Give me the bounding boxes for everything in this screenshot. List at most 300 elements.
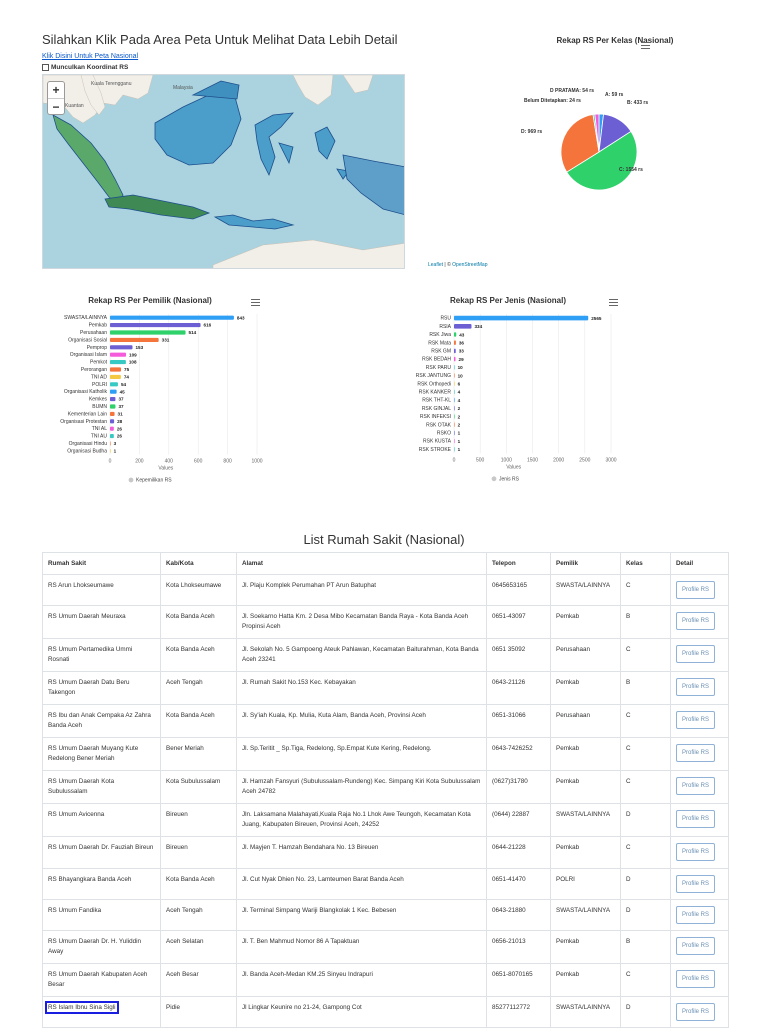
cell-kelas-text: C <box>626 646 631 653</box>
cell-pemilik <box>551 997 621 1028</box>
cell-kelas-text: C <box>626 778 631 785</box>
cell-pemilik-text: SWASTA/LAINNYA <box>556 907 611 914</box>
category-label: TNI AD <box>90 374 107 381</box>
profile-rs-button[interactable]: Profile RS <box>676 581 715 599</box>
bar[interactable] <box>110 441 111 445</box>
cell-kelas <box>621 869 671 900</box>
cell-kab-kota-text: Aceh Tengah <box>166 679 203 686</box>
cell-alamat-text: Jl Lingkar Keunire no 21-24, Gampong Cot <box>242 1004 362 1011</box>
table-row <box>43 900 729 931</box>
cell-pemilik-text: Pemkab <box>556 938 580 945</box>
national-map-link[interactable]: Klik Disini Untuk Peta Nasional <box>42 53 139 60</box>
data-label: 109 <box>129 352 137 358</box>
cell-telepon <box>487 964 551 997</box>
data-label: 74 <box>123 374 130 380</box>
data-label: 334 <box>474 324 483 330</box>
bar[interactable] <box>454 373 455 378</box>
profile-rs-button[interactable]: Profile RS <box>676 777 715 795</box>
category-label: POLRI <box>91 381 107 388</box>
map-attribution <box>428 262 487 268</box>
cell-rumah-sakit <box>43 997 161 1028</box>
cell-kab-kota <box>161 900 237 931</box>
cell-kelas-text: B <box>626 613 631 620</box>
cell-telepon <box>487 738 551 771</box>
cell-telepon <box>487 837 551 869</box>
legend-marker[interactable] <box>492 476 497 481</box>
bar[interactable] <box>454 381 455 386</box>
data-label: 2 <box>457 414 461 420</box>
category-label: Pemkot <box>90 359 107 366</box>
cell-alamat <box>237 575 487 606</box>
cell-pemilik-text: Pemkab <box>556 745 580 752</box>
cell-kelas <box>621 705 671 738</box>
cell-detail <box>671 639 729 672</box>
cell-kelas <box>621 997 671 1028</box>
profile-rs-button[interactable]: Profile RS <box>676 875 715 893</box>
cell-telepon-text: 0643-7426252 <box>492 745 533 752</box>
cell-pemilik-text: Pemkab <box>556 679 580 686</box>
data-label: 108 <box>128 359 137 365</box>
cell-kab-kota-text: Bireuen <box>166 811 188 818</box>
cell-kelas <box>621 639 671 672</box>
openstreetmap-link[interactable]: OpenStreetMap <box>452 262 488 268</box>
cell-rumah-sakit-text: RS Umum Fandika <box>48 907 102 914</box>
bar[interactable] <box>110 427 114 431</box>
header-detail: Detail <box>671 553 729 575</box>
cell-pemilik <box>551 804 621 837</box>
x-tick-label: 600 <box>194 458 203 465</box>
cell-kab-kota <box>161 869 237 900</box>
table-row <box>43 639 729 672</box>
cell-kab-kota-text: Aceh Selatan <box>166 938 204 945</box>
cell-kab-kota <box>161 639 237 672</box>
table-row <box>43 771 729 804</box>
cell-alamat-text: Jl. Sekolah No. 5 Gampoeng Ateuk Pahlawan, Kecamatan Baiturahman, Kota Banda Aceh 23241 <box>242 646 479 663</box>
header-telepon: Telepon <box>487 553 551 575</box>
x-axis-label: Values <box>158 465 174 472</box>
bar[interactable] <box>110 316 234 320</box>
category-label: Organisasi Protestan <box>60 418 107 425</box>
cell-kab-kota <box>161 606 237 639</box>
cell-alamat <box>237 738 487 771</box>
data-label: 54 <box>120 381 127 387</box>
zoom-out-button[interactable]: − <box>48 98 64 114</box>
table-row <box>43 738 729 771</box>
bar[interactable] <box>110 397 115 401</box>
cell-kab-kota <box>161 738 237 771</box>
cell-kelas-text: C <box>626 745 631 752</box>
cell-kelas-text: D <box>626 811 631 818</box>
x-tick-label: 1000 <box>500 457 512 464</box>
cell-kelas <box>621 900 671 931</box>
data-label: 1 <box>113 448 117 454</box>
x-tick-label: 3000 <box>605 457 617 464</box>
cell-telepon-text: 0644-21228 <box>492 844 526 851</box>
map-label-kuala-terengganu: Kuala Terengganu <box>91 81 132 87</box>
bar-chart-jenis <box>398 290 628 505</box>
bar[interactable] <box>454 340 456 345</box>
data-label: 31 <box>117 411 123 417</box>
cell-detail <box>671 738 729 771</box>
cell-detail <box>671 771 729 804</box>
cell-kab-kota-text: Kota Banda Aceh <box>166 646 215 653</box>
cell-pemilik <box>551 837 621 869</box>
cell-telepon-text: 0651-31066 <box>492 712 526 719</box>
profile-rs-button[interactable]: Profile RS <box>676 937 715 955</box>
bar[interactable] <box>454 406 455 411</box>
cell-telepon <box>487 804 551 837</box>
cell-rumah-sakit <box>43 964 161 997</box>
pie-chart-kelas <box>515 30 725 270</box>
profile-rs-button[interactable]: Profile RS <box>676 843 715 861</box>
cell-rumah-sakit-text: RS Ibu dan Anak Cempaka Az Zahra Banda Aceh <box>48 712 151 729</box>
bar[interactable] <box>454 365 455 370</box>
data-label: 514 <box>188 330 197 336</box>
cell-kelas <box>621 606 671 639</box>
cell-pemilik-text: Pemkab <box>556 971 580 978</box>
cell-alamat <box>237 900 487 931</box>
bar[interactable] <box>110 353 126 357</box>
show-coordinates-toggle[interactable] <box>42 64 128 71</box>
cell-rumah-sakit <box>43 837 161 869</box>
bar[interactable] <box>110 360 126 364</box>
pie-slice-label: Belum Ditetapkan: 24 rs <box>524 98 581 104</box>
header-kab-kota: Kab/Kota <box>161 553 237 575</box>
category-label: RSK JANTUNG <box>415 373 451 380</box>
map-region-maluku <box>315 127 349 179</box>
table-row <box>43 804 729 837</box>
legend-label[interactable]: Jenis RS <box>499 476 520 483</box>
cell-pemilik <box>551 705 621 738</box>
cell-rumah-sakit-text: RS Umum Avicenna <box>48 811 105 818</box>
map-region-kalimantan-north <box>193 81 239 99</box>
cell-kab-kota-text: Kota Banda Aceh <box>166 712 215 719</box>
cell-rumah-sakit <box>43 900 161 931</box>
bar[interactable] <box>454 324 471 329</box>
cell-kelas-text: B <box>626 938 631 945</box>
category-label: RSK Orthopedi <box>417 381 451 388</box>
data-label: 29 <box>458 356 464 362</box>
category-label: Pemkab <box>88 322 107 329</box>
leaflet-link[interactable]: Leaflet <box>428 262 444 268</box>
cell-kelas <box>621 771 671 804</box>
x-tick-label: 800 <box>223 458 232 465</box>
bar[interactable] <box>110 404 115 408</box>
category-label: SWASTA/LAINNYA <box>64 315 107 322</box>
map-label-malaysia: Malaysia <box>173 85 193 91</box>
cell-telepon <box>487 639 551 672</box>
cell-telepon-text: 0651-8070165 <box>492 971 533 978</box>
bar[interactable] <box>454 390 455 395</box>
cell-kelas <box>621 738 671 771</box>
profile-rs-button[interactable]: Profile RS <box>676 744 715 762</box>
cell-alamat <box>237 837 487 869</box>
data-label: 4 <box>457 397 461 403</box>
cell-pemilik-text: Perusahaan <box>556 712 590 719</box>
profile-rs-button[interactable]: Profile RS <box>676 711 715 729</box>
data-label: 10 <box>457 365 463 371</box>
cell-alamat-text: Jl. Sy'iah Kuala, Kp. Mulia, Kuta Alam, Banda Aceh, Provinsi Aceh <box>242 712 426 719</box>
category-label: Organisasi Hindu <box>68 440 107 447</box>
profile-rs-button[interactable]: Profile RS <box>676 612 715 630</box>
cell-pemilik-text: POLRI <box>556 876 575 883</box>
bar[interactable] <box>110 345 132 349</box>
cell-alamat-text: Jl. Sp.Teritit _ Sp.Tiga, Redelong, Sp.Empat Kute Kering, Redelong. <box>242 745 432 752</box>
cell-rumah-sakit-text: RS Arun Lhokseumawe <box>48 582 114 589</box>
cell-rumah-sakit-text: RS Islam Ibnu Sina Sigli <box>48 1004 116 1011</box>
chart-menu-icon[interactable] <box>641 42 650 49</box>
profile-rs-button[interactable]: Profile RS <box>676 645 715 663</box>
cell-telepon <box>487 672 551 705</box>
cell-telepon <box>487 705 551 738</box>
cell-rumah-sakit <box>43 639 161 672</box>
cell-telepon <box>487 997 551 1028</box>
coordinates-checkbox[interactable] <box>42 64 49 71</box>
cell-alamat-text: Jl. Soekarno Hatta Km. 2 Desa Mibo Kecamatan Banda Raya - Kota Banda Aceh Propinsi Aceh <box>242 613 469 630</box>
cell-kab-kota <box>161 997 237 1028</box>
category-label: RSK THT-KL <box>422 397 451 404</box>
cell-alamat <box>237 771 487 804</box>
pie-slice-label: B: 433 rs <box>627 100 649 106</box>
cell-pemilik <box>551 575 621 606</box>
cell-detail <box>671 900 729 931</box>
cell-pemilik-text: Pemkab <box>556 613 580 620</box>
data-label: 33 <box>458 348 464 354</box>
hospital-table <box>42 552 729 1028</box>
bar[interactable] <box>454 349 456 354</box>
cell-kab-kota <box>161 705 237 738</box>
data-label: 3 <box>113 441 117 447</box>
bar[interactable] <box>110 419 114 423</box>
data-label: 4 <box>457 389 461 395</box>
legend-label[interactable]: Kepemilikan RS <box>136 477 172 484</box>
pie-slice-label: D PRATAMA: 54 rs <box>550 88 594 94</box>
data-label: 1 <box>457 438 461 444</box>
bar[interactable] <box>110 375 121 379</box>
cell-kab-kota <box>161 771 237 804</box>
cell-alamat-text: Jl. T. Ben Mahmud Nomor 86 A Tapaktuan <box>242 938 360 945</box>
cell-kab-kota-text: Kota Lhokseumawe <box>166 582 222 589</box>
bar[interactable] <box>110 330 186 334</box>
category-label: RSK KANKER <box>418 389 451 396</box>
cell-telepon-text: 0651 35092 <box>492 646 526 653</box>
table-row <box>43 837 729 869</box>
cell-pemilik-text: Perusahaan <box>556 646 590 653</box>
cell-rumah-sakit-text: RS Umum Daerah Datu Beru Takengon <box>48 679 130 696</box>
data-label: 331 <box>161 337 170 343</box>
category-label: Perusahaan <box>80 329 107 336</box>
cell-rumah-sakit <box>43 672 161 705</box>
category-label: Organisasi Islam <box>69 352 107 359</box>
profile-rs-button[interactable]: Profile RS <box>676 810 715 828</box>
bar[interactable] <box>454 447 455 452</box>
data-label: 37 <box>118 396 124 402</box>
category-label: RSIA <box>439 323 451 330</box>
cell-pemilik <box>551 900 621 931</box>
cell-kab-kota <box>161 575 237 606</box>
bar[interactable] <box>454 316 588 321</box>
bar[interactable] <box>454 357 456 362</box>
category-label: TNI AL <box>91 426 107 433</box>
cell-alamat <box>237 964 487 997</box>
cell-pemilik <box>551 738 621 771</box>
bar[interactable] <box>454 431 455 436</box>
cell-rumah-sakit <box>43 738 161 771</box>
x-tick-label: 0 <box>108 458 112 465</box>
map-australia <box>213 240 405 269</box>
bar[interactable] <box>454 414 455 419</box>
table-row <box>43 964 729 997</box>
bar[interactable] <box>110 390 117 394</box>
category-label: RSU <box>440 315 451 322</box>
category-label: Organisasi Budha <box>67 448 107 455</box>
cell-telepon <box>487 606 551 639</box>
cell-detail <box>671 672 729 705</box>
profile-rs-button[interactable]: Profile RS <box>676 678 715 696</box>
cell-alamat <box>237 804 487 837</box>
data-label: 45 <box>119 389 125 395</box>
cell-telepon-text: 0651-43097 <box>492 613 526 620</box>
category-label: Kementerian Lain <box>67 411 107 418</box>
category-label: RSK GINJAL <box>421 405 451 412</box>
cell-rumah-sakit-text: RS Umum Daerah Muyang Kute Redelong Bener Meriah <box>48 745 139 762</box>
cell-alamat-text: Jl. Banda Aceh-Medan KM.25 Sinyeu Indrapuri <box>242 971 373 978</box>
cell-alamat-text: Jl. Cut Nyak Dhien No. 23, Lamteumen Barat Banda Aceh <box>242 876 404 883</box>
bar[interactable] <box>454 439 455 444</box>
cell-detail <box>671 804 729 837</box>
cell-telepon-text: 0643-21126 <box>492 679 526 686</box>
bar[interactable] <box>110 338 159 342</box>
cell-rumah-sakit-text: RS Bhayangkara Banda Aceh <box>48 876 132 883</box>
cell-alamat-text: Jl. Terminal Simpang Wariji Blangkolak 1 Kec. Bebesen <box>242 907 397 914</box>
indonesia-map[interactable] <box>42 74 405 269</box>
cell-telepon <box>487 771 551 804</box>
cell-telepon <box>487 900 551 931</box>
data-label: 26 <box>116 433 122 439</box>
category-label: RSK INFEKSI <box>419 414 451 421</box>
chart-menu-icon[interactable] <box>251 299 260 306</box>
cell-detail <box>671 931 729 964</box>
zoom-in-button[interactable]: + <box>52 83 60 97</box>
cell-kelas <box>621 931 671 964</box>
header-pemilik: Pemilik <box>551 553 621 575</box>
data-label: 153 <box>135 344 144 350</box>
data-label: 2 <box>457 406 461 412</box>
profile-rs-button[interactable]: Profile RS <box>676 906 715 924</box>
cell-alamat <box>237 606 487 639</box>
category-label: Perorangan <box>80 366 107 373</box>
bar[interactable] <box>110 382 118 386</box>
cell-detail <box>671 606 729 639</box>
cell-kelas <box>621 575 671 606</box>
map-zoom-control[interactable] <box>47 81 65 115</box>
cell-rumah-sakit-text: RS Umum Daerah Kabupaten Aceh Besar <box>48 971 148 988</box>
category-label: Organisasi Sosial <box>68 337 107 344</box>
cell-kelas <box>621 672 671 705</box>
table-row <box>43 931 729 964</box>
bar[interactable] <box>110 449 111 453</box>
cell-alamat-text: Jl. Hamzah Fansyuri (Subulussalam-Rundeng) Kec. Simpang Kiri Kota Subulussalam Aceh 24782 <box>242 778 481 795</box>
table-row <box>43 606 729 639</box>
cell-kelas-text: C <box>626 712 631 719</box>
cell-alamat-text: Jl. Mayjen T. Hamzah Bendahara No. 13 Bireuen <box>242 844 379 851</box>
attribution-separator: | © <box>443 262 453 268</box>
chart-menu-icon[interactable] <box>609 299 618 306</box>
x-tick-label: 0 <box>452 457 456 464</box>
bar[interactable] <box>454 398 455 403</box>
bar[interactable] <box>454 332 456 337</box>
bar[interactable] <box>110 412 115 416</box>
data-label: 10 <box>457 373 463 379</box>
cell-kelas-text: D <box>626 876 631 883</box>
data-label: 26 <box>116 426 122 432</box>
cell-kelas-text: C <box>626 582 631 589</box>
cell-detail <box>671 705 729 738</box>
cell-rumah-sakit <box>43 931 161 964</box>
category-label: RSK OTAK <box>426 422 451 429</box>
data-label: 1 <box>457 430 461 436</box>
cell-pemilik <box>551 672 621 705</box>
cell-rumah-sakit <box>43 606 161 639</box>
profile-rs-button[interactable]: Profile RS <box>676 1003 715 1021</box>
bar[interactable] <box>110 367 121 371</box>
data-label: 843 <box>236 315 245 321</box>
legend-marker[interactable] <box>129 478 134 483</box>
map-region-kalimantan <box>155 93 241 165</box>
bar[interactable] <box>454 422 455 427</box>
bar[interactable] <box>110 323 201 327</box>
data-label: 1 <box>457 447 461 453</box>
category-label: BUMN <box>92 403 107 410</box>
header-kelas: Kelas <box>621 553 671 575</box>
cell-kab-kota <box>161 804 237 837</box>
pie-slice-label: A: 59 rs <box>605 92 624 98</box>
data-label: 75 <box>124 367 130 373</box>
cell-kelas <box>621 964 671 997</box>
cell-alamat <box>237 997 487 1028</box>
data-label: 43 <box>459 332 465 338</box>
category-label: RSKO <box>436 430 451 437</box>
data-label: 37 <box>118 404 124 410</box>
cell-rumah-sakit-text: RS Umum Pertamedika Ummi Rosnati <box>48 646 133 663</box>
cell-alamat-text: Jl. Rumah Sakit No.153 Kec. Kebayakan <box>242 679 356 686</box>
cell-pemilik <box>551 606 621 639</box>
header-rumah-sakit: Rumah Sakit <box>43 553 161 575</box>
cell-pemilik <box>551 931 621 964</box>
bar[interactable] <box>110 434 114 438</box>
cell-detail <box>671 869 729 900</box>
cell-pemilik <box>551 869 621 900</box>
cell-kab-kota-text: Bener Meriah <box>166 745 204 752</box>
x-tick-label: 1000 <box>251 458 263 465</box>
category-label: RSK STROKE <box>418 446 451 453</box>
pie-chart-title: Rekap RS Per Kelas (Nasional) <box>556 36 674 45</box>
bar-chart-pemilik-title: Rekap RS Per Pemilik (Nasional) <box>88 296 212 305</box>
cell-kelas-text: C <box>626 971 631 978</box>
pie-slice-label: D: 969 rs <box>521 129 543 135</box>
cell-telepon-text: (0627)31780 <box>492 778 528 785</box>
category-label: RSK Jiwa <box>429 332 451 339</box>
bar-chart-jenis-title: Rekap RS Per Jenis (Nasional) <box>449 296 567 305</box>
cell-kelas <box>621 804 671 837</box>
table-row <box>43 672 729 705</box>
x-tick-label: 400 <box>164 458 173 465</box>
profile-rs-button[interactable]: Profile RS <box>676 970 715 988</box>
x-axis-label: Values <box>506 464 522 471</box>
coordinates-checkbox-label: Munculkan Koordinat RS <box>51 64 129 71</box>
cell-rumah-sakit <box>43 869 161 900</box>
x-tick-label: 500 <box>475 457 485 464</box>
